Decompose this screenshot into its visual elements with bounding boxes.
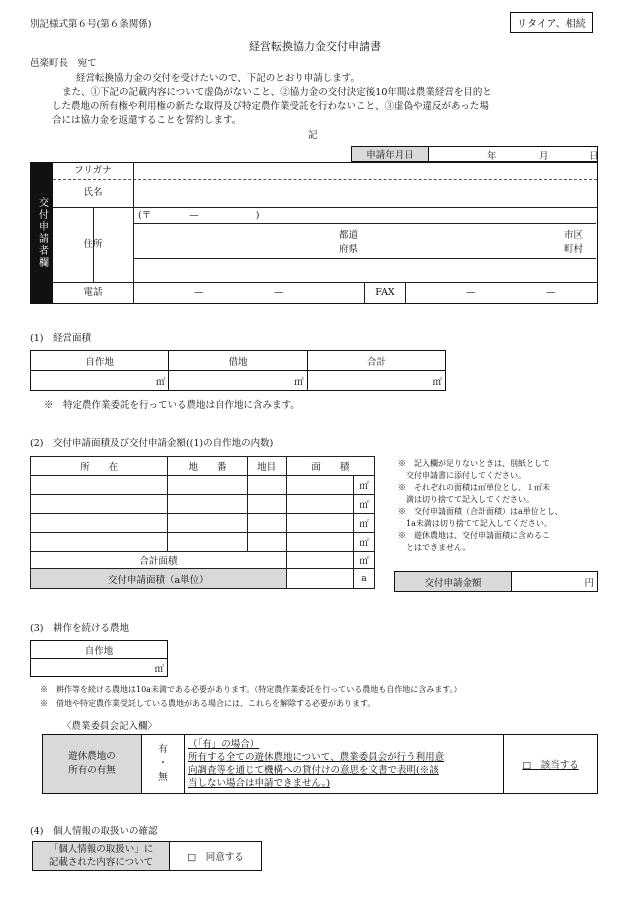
- postal-code-field[interactable]: (〒 — ): [134, 208, 596, 224]
- addressee: 邑楽町長 宛て: [30, 58, 97, 69]
- area-header: 面 積: [286, 457, 374, 476]
- area-cell[interactable]: [286, 514, 353, 533]
- ki-mark: 記: [308, 130, 318, 141]
- intro-line4: 合には協力金を返還することを誓約します。: [52, 115, 242, 126]
- lot-number-header: 地 番: [168, 457, 247, 476]
- note-line: とはできません。: [398, 543, 471, 552]
- lot-cell[interactable]: [168, 495, 247, 514]
- unit-sqm: ㎡: [432, 376, 442, 388]
- phone-dash-1: —: [194, 287, 204, 298]
- fax-input[interactable]: [406, 283, 596, 303]
- unit-are: a: [353, 569, 374, 589]
- note-line: ※ それぞれの面積は㎡単位とし、１㎡未: [398, 483, 550, 492]
- form-title: 経営転換協力金交付申請書: [249, 40, 381, 53]
- city-label-2: 町村: [564, 244, 584, 255]
- address-detail-field[interactable]: [134, 258, 596, 282]
- application-area-table: [30, 456, 375, 589]
- section3-heading: (3) 耕作を続ける農地: [30, 623, 129, 634]
- fax-dash-2: —: [546, 287, 556, 298]
- yes-no-choice[interactable]: 有 ・ 無: [142, 735, 185, 794]
- continue-owned-input[interactable]: [31, 659, 168, 677]
- continue-farm-table: [30, 640, 168, 677]
- unit-sqm: ㎡: [353, 495, 374, 514]
- unit-sqm: ㎡: [155, 376, 166, 388]
- section1-heading: (1) 経営面積: [30, 333, 91, 344]
- address-row: [53, 208, 597, 283]
- lot-cell[interactable]: [168, 476, 247, 495]
- date-label: 申請年月日: [352, 147, 429, 162]
- note-line: ※ 遊休農地は、交付申請面積に含めるこ: [398, 531, 550, 540]
- table-row: [31, 533, 375, 552]
- unit-sqm: ㎡: [353, 552, 374, 569]
- table-row: [31, 495, 375, 514]
- note-line: 1a未満は切り捨てて記入してください。: [398, 519, 552, 528]
- unit-sqm: ㎡: [154, 663, 164, 675]
- location-cell[interactable]: [31, 533, 168, 552]
- note-line: ※ 交付申請面積（合計面積）はa単位とし、: [398, 507, 563, 516]
- name-row: [53, 179, 597, 208]
- unit-yen: 円: [584, 577, 594, 589]
- privacy-label: 「個人情報の取扱い」に 記載された内容について: [33, 842, 170, 871]
- amount-input[interactable]: [512, 572, 598, 592]
- lot-cell[interactable]: [168, 533, 247, 552]
- lot-cell[interactable]: [168, 514, 247, 533]
- total-header: 合計: [307, 351, 445, 371]
- intro-line2: また、①下記の記載内容について虚偽がないこと、②協力金の交付決定後10年間は農業経営を目的と: [62, 87, 492, 98]
- farm-area-table: [30, 350, 446, 391]
- apply-area-input[interactable]: [286, 569, 353, 589]
- location-header: 所 在: [31, 457, 168, 476]
- apply-area-label: 交付申請面積（a単位）: [31, 569, 287, 589]
- category-cell[interactable]: [247, 514, 286, 533]
- unit-sqm: ㎡: [294, 376, 304, 388]
- no-option: 無: [158, 772, 168, 783]
- unit-sqm: ㎡: [353, 514, 374, 533]
- agree-checkbox[interactable]: □ 同意する: [170, 842, 262, 871]
- location-cell[interactable]: [31, 476, 168, 495]
- category-cell[interactable]: [247, 476, 286, 495]
- address-label: 住所: [53, 208, 134, 282]
- idle-land-label: 遊休農地の 所有の有無: [43, 735, 142, 794]
- phone-row: [53, 283, 597, 303]
- idle-land-table: [42, 734, 598, 794]
- fax-dash-1: —: [466, 287, 476, 298]
- furigana-row: [53, 163, 597, 180]
- section1-note: ※ 特定農作業委託を行っている農地は自作地に含みます。: [44, 400, 300, 411]
- continue-owned-header: 自作地: [31, 641, 168, 659]
- furigana-label: フリガナ: [53, 163, 134, 179]
- unit-sqm: ㎡: [353, 476, 374, 495]
- area-cell[interactable]: [286, 533, 353, 552]
- section3-note1: ※ 耕作等を続ける農地は10a未満である必要があります。（特定農作業委託を行っている農地も自作地に含みます。）: [40, 685, 462, 694]
- owned-land-header: 自作地: [31, 351, 169, 371]
- leased-land-header: 借地: [169, 351, 307, 371]
- day-label: 日: [589, 151, 599, 162]
- fax-label: FAX: [365, 283, 406, 303]
- category-badge: リタイア、相続: [510, 12, 593, 33]
- leased-land-input[interactable]: [169, 371, 307, 391]
- applicable-checkbox[interactable]: □ 該当する: [504, 735, 598, 794]
- note-line: 満は切り捨てて記入してください。: [398, 495, 534, 504]
- address-line-field[interactable]: [134, 224, 596, 259]
- furigana-input[interactable]: [134, 163, 596, 179]
- idle-land-condition: （「有」の場合） 所有する全ての遊休農地について、農業委員会が行う利用意 向調査等を通じて機構への貸付けの意思を文書で表明(※該 当しない場合は申請できません。): [185, 735, 504, 794]
- section2-notes: [398, 458, 563, 554]
- area-cell[interactable]: [286, 495, 353, 514]
- form-number: 別記様式第６号(第６条関係): [30, 19, 152, 30]
- area-cell[interactable]: [286, 476, 353, 495]
- total-area-label: 合計面積: [31, 552, 287, 569]
- month-label: 月: [539, 151, 549, 162]
- total-input[interactable]: [307, 371, 445, 391]
- phone-label: 電話: [53, 283, 134, 303]
- application-date-table: [351, 146, 598, 162]
- yes-option: 有: [158, 744, 168, 755]
- total-area-input[interactable]: [286, 552, 353, 569]
- name-label: 氏名: [53, 179, 134, 207]
- category-cell[interactable]: [247, 495, 286, 514]
- intro-line3: した農地の所有権や利用権の新たな取得及び特定農作業受託を行わないこと、③虚偽や違反があった場: [52, 101, 489, 112]
- section2-heading: (2) 交付申請面積及び交付申請金額((1)の自作地の内数): [30, 438, 274, 449]
- prefecture-label-1: 都道: [339, 230, 359, 241]
- year-label: 年: [487, 151, 497, 162]
- location-cell[interactable]: [31, 495, 168, 514]
- applicant-side-label: 交付申請者欄: [31, 163, 53, 303]
- phone-dash-2: —: [274, 287, 284, 298]
- note-line: ※ 記入欄が足りないときは、別紙として: [398, 459, 550, 468]
- section4-heading: (4) 個人情報の取扱いの確認: [30, 826, 158, 837]
- date-field[interactable]: [429, 147, 598, 162]
- land-category-header: 地目: [247, 457, 286, 476]
- amount-table: [394, 571, 598, 592]
- privacy-table: [32, 841, 262, 871]
- owned-land-input[interactable]: [31, 371, 169, 391]
- unit-sqm: ㎡: [353, 533, 374, 552]
- table-row: [31, 514, 375, 533]
- amount-label: 交付申請金額: [395, 572, 512, 592]
- name-input[interactable]: [134, 179, 596, 207]
- table-row: [31, 476, 375, 495]
- phone-input[interactable]: [134, 283, 365, 303]
- section3-note2: ※ 借地や特定農作業受託している農地がある場合には、これらを解除する必要があります。: [40, 699, 376, 708]
- city-label-1: 市区: [564, 230, 584, 241]
- location-cell[interactable]: [31, 514, 168, 533]
- applicant-table: [30, 162, 598, 304]
- committee-section-label: 〈農業委員会記入欄〉: [62, 721, 158, 732]
- intro-line1: 経営転換協力金の交付を受けたいので、下記のとおり申請します。: [76, 73, 361, 84]
- note-line: 交付申請書に添付してください。: [398, 471, 526, 480]
- prefecture-label-2: 府県: [339, 244, 359, 255]
- category-cell[interactable]: [247, 533, 286, 552]
